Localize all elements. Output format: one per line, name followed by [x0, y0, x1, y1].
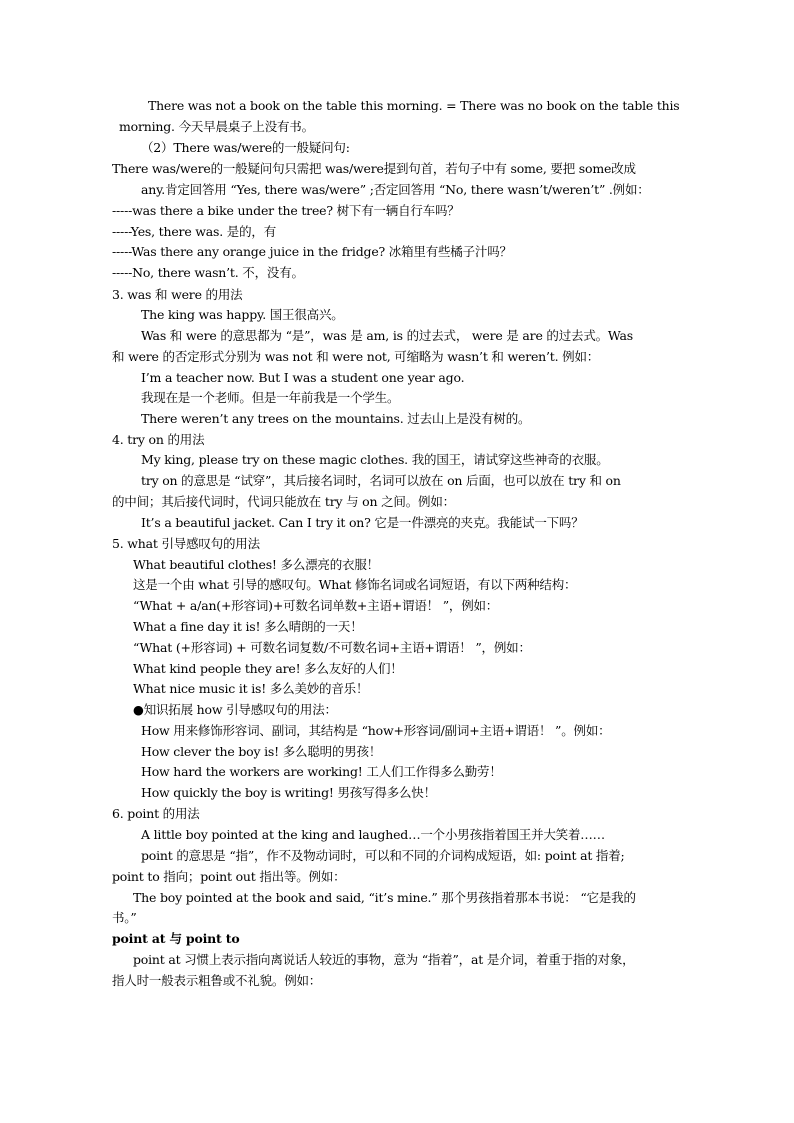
text-line: What a fine day it is! 多么晴朗的一天！ — [133, 619, 363, 634]
text-line: Was 和 were 的意思都为 “是”，was 是 am, is 的过去式， were 是 are 的过去式。Was — [141, 328, 633, 343]
text-line: How hard the workers are working! 工人们工作得多么勤劳！ — [141, 764, 502, 779]
text-line: What beautiful clothes! 多么漂亮的衣服！ — [133, 557, 379, 572]
text-line: 书。” — [112, 910, 137, 925]
section-heading: 4. try on 的用法 — [112, 432, 205, 447]
text-line: try on 的意思是 “试穿”，其后接名词时，名词可以放在 on 后面，也可以放在 try 和 on — [141, 473, 621, 488]
text-line: How 用来修饰形容词、副词，其结构是 “how+形容词/副词+主语+谓语！ ”。例如： — [141, 723, 611, 738]
text-line: What kind people they are! 多么友好的人们！ — [133, 661, 403, 676]
text-line: ●知识拓展 how 引导感叹句的用法： — [133, 702, 337, 717]
text-line: It’s a beautiful jacket. Can I try it on? 它是一件漂亮的夹克。我能试一下吗？ — [141, 515, 584, 530]
text-line: point to 指向；point out 指出等。例如： — [112, 869, 346, 884]
text-line: 我现在是一个老师。但是一年前我是一个学生。 — [141, 390, 400, 405]
section-heading: 6. point 的用法 — [112, 806, 200, 821]
text-line: “What + a/an(+形容词)+可数名词单数+主语+谓语！ ”，例如： — [133, 598, 499, 613]
text-line: What nice music it is! 多么美妙的音乐！ — [133, 681, 369, 696]
text-line: 指人时一般表示粗鲁或不礼貌。例如： — [112, 973, 322, 988]
text-line: A little boy pointed at the king and laughed…一个小男孩指着国王并大笑着…… — [141, 827, 605, 842]
text-line: any.肯定回答用 “Yes, there was/were” ;否定回答用 “No, there wasn’t/weren’t” .例如： — [141, 182, 650, 197]
text-line: My king, please try on these magic clothes. 我的国王，请试穿这些神奇的衣服。 — [141, 452, 609, 467]
text-line: The boy pointed at the book and said, “it’s mine.” 那个男孩指着那本书说： “它是我的 — [133, 890, 636, 905]
text-line: -----Yes, there was. 是的，有 — [112, 224, 277, 239]
text-line: There was not a book on the table this morning. = There was no book on the table this — [148, 98, 680, 113]
text-line: -----was there a bike under the tree? 树下有一辆自行车吗？ — [112, 203, 460, 218]
text-line: point at 习惯上表示指向离说话人较近的事物，意为 “指着”，at 是介词，着重于指的对象， — [133, 952, 635, 967]
subheading: point at 与 point to — [112, 931, 240, 946]
text-line: 和 were 的否定形式分别为 was not 和 were not, 可缩略为 wasn’t 和 weren’t. 例如： — [112, 349, 600, 364]
text-line: The king was happy. 国王很高兴。 — [141, 307, 344, 322]
section-heading: 5. what 引导感叹句的用法 — [112, 536, 260, 551]
text-line: 的中间；其后接代词时，代词只能放在 try 与 on 之间。例如： — [112, 494, 455, 509]
text-line: point 的意思是 “指”，作不及物动词时，可以和不同的介词构成短语，如: point at 指着; — [141, 848, 625, 863]
text-line: I’m a teacher now. But I was a student one year ago. — [141, 370, 465, 385]
text-line: How clever the boy is! 多么聪明的男孩！ — [141, 744, 382, 759]
text-line: 这是一个由 what 引导的感叹句。What 修饰名词或名词短语，有以下两种结构： — [133, 577, 577, 592]
text-line: -----Was there any orange juice in the fridge? 冰箱里有些橘子汁吗？ — [112, 244, 512, 259]
text-line: morning. 今天早晨桌子上没有书。 — [119, 119, 314, 134]
text-line: There was/were的一般疑问句只需把 was/were提到句首，若句子中有 some, 要把 some改成 — [112, 161, 636, 176]
text-line: How quickly the boy is writing! 男孩写得多么快！ — [141, 785, 436, 800]
text-line: -----No, there wasn’t. 不，没有。 — [112, 265, 304, 280]
section-heading: 3. was 和 were 的用法 — [112, 287, 243, 302]
text-line: There weren’t any trees on the mountains. 过去山上是没有树的。 — [141, 411, 531, 426]
text-line: （2）There was/were的一般疑问句: — [141, 140, 350, 155]
text-line: “What (+形容词) + 可数名词复数/不可数名词+主语+谓语！ ”，例如： — [133, 640, 531, 655]
